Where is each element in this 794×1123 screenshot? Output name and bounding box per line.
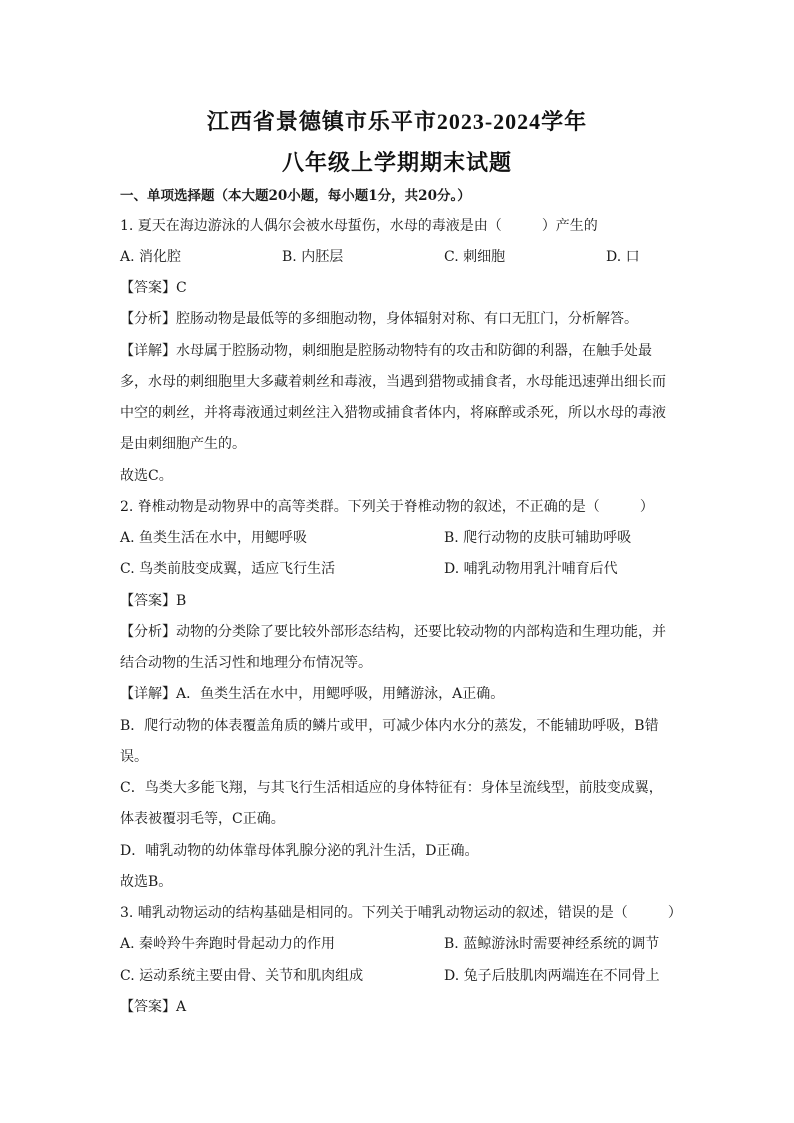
question-2-detail-line: 【详解】A．鱼类生活在水中，用鳃呼吸，用鳍游泳，A正确。 xyxy=(120,686,505,702)
question-1-option-d: D. 口 xyxy=(606,249,640,265)
section-heading: 一、单项选择题（本大题20小题，每小题1分，共20分。） xyxy=(120,188,471,204)
question-3-stem xyxy=(120,903,682,923)
question-2-option-a: A. 鱼类生活在水中，用鳃呼吸 xyxy=(120,530,308,546)
question-2-detail-line: B．爬行动物的体表覆盖角质的鳞片或甲，可减少体内水分的蒸发，不能辅助呼吸，B错 xyxy=(120,718,659,734)
question-2-stem xyxy=(120,497,654,517)
document-title: 江西省景德镇市乐平市2023-2024学年 xyxy=(206,109,588,134)
question-1-option-c: C. 刺细胞 xyxy=(444,249,506,265)
question-3-option-a: A. 秦岭羚牛奔跑时骨起动力的作用 xyxy=(120,936,336,952)
question-2-detail-line: C．鸟类大多能飞翔，与其飞行生活相适应的身体特征有：身体呈流线型，前肢变成翼， xyxy=(120,780,663,796)
question-1-option-a: A. 消化腔 xyxy=(120,249,182,265)
question-2-analysis-line: 结合动物的生活习性和地理分布情况等。 xyxy=(120,655,372,671)
question-3-answer: 【答案】A xyxy=(120,999,187,1015)
question-2-conclusion: 故选B。 xyxy=(120,874,173,890)
question-1-analysis: 【分析】腔肠动物是最低等的多细胞动物，身体辐射对称、有口无肛门，分析解答。 xyxy=(120,311,638,327)
question-1-answer: 【答案】C xyxy=(120,280,187,296)
question-2-stem-text: 2. 脊椎动物是动物界中的高等类群。下列关于脊椎动物的叙述，不正确的是（ xyxy=(120,499,600,515)
question-2-detail-line: D．哺乳动物的幼体靠母体乳腺分泌的乳汁生活，D正确。 xyxy=(120,843,479,859)
question-3-option-d: D. 兔子后肢肌肉两端连在不同骨上 xyxy=(444,968,660,984)
question-3-option-b: B. 蓝鲸游泳时需要神经系统的调节 xyxy=(444,936,660,952)
question-1-detail-line: 是由刺细胞产生的。 xyxy=(120,436,246,452)
question-2-answer: 【答案】B xyxy=(120,593,187,609)
question-2-analysis-line: 【分析】动物的分类除了要比较外部形态结构，还要比较动物的内部构造和生理功能，并 xyxy=(120,624,666,640)
question-1-detail-line: 多，水母的刺细胞里大多藏着刺丝和毒液，当遇到猎物或捕食者，水母能迅速弹出细长而 xyxy=(120,374,666,390)
question-2-stem-end: ） xyxy=(639,499,654,515)
question-1-option-b: B. 内胚层 xyxy=(282,249,344,265)
question-2-option-b: B. 爬行动物的皮肤可辅助呼吸 xyxy=(444,530,632,546)
question-1-stem-text: 1. 夏天在海边游泳的人偶尔会被水母蜇伤，水母的毒液是由（ xyxy=(120,218,502,234)
question-1-detail-line: 【详解】水母属于腔肠动物，刺细胞是腔肠动物特有的攻击和防御的利器，在触手处最 xyxy=(120,343,652,359)
question-1-detail-line: 中空的刺丝，并将毒液通过刺丝注入猎物或捕食者体内，将麻醉或杀死，所以水母的毒液 xyxy=(120,405,666,421)
document-subtitle: 八年级上学期期末试题 xyxy=(281,150,512,175)
question-1-conclusion: 故选C。 xyxy=(120,468,173,484)
question-2-option-d: D. 哺乳动物用乳汁哺育后代 xyxy=(444,561,618,577)
question-2-detail-line: 误。 xyxy=(120,749,148,765)
question-3-stem-text: 3. 哺乳动物运动的结构基础是相同的。下列关于哺乳动物运动的叙述，错误的是（ xyxy=(120,905,628,921)
question-1-stem-end: ）产生的 xyxy=(541,218,598,234)
question-3-stem-end: ） xyxy=(667,905,682,921)
question-3-option-c: C. 运动系统主要由骨、关节和肌肉组成 xyxy=(120,968,364,984)
question-1-stem xyxy=(120,216,598,236)
question-2-detail-line: 体表被覆羽毛等，C正确。 xyxy=(120,811,285,827)
question-2-option-c: C. 鸟类前肢变成翼，适应飞行生活 xyxy=(120,561,336,577)
